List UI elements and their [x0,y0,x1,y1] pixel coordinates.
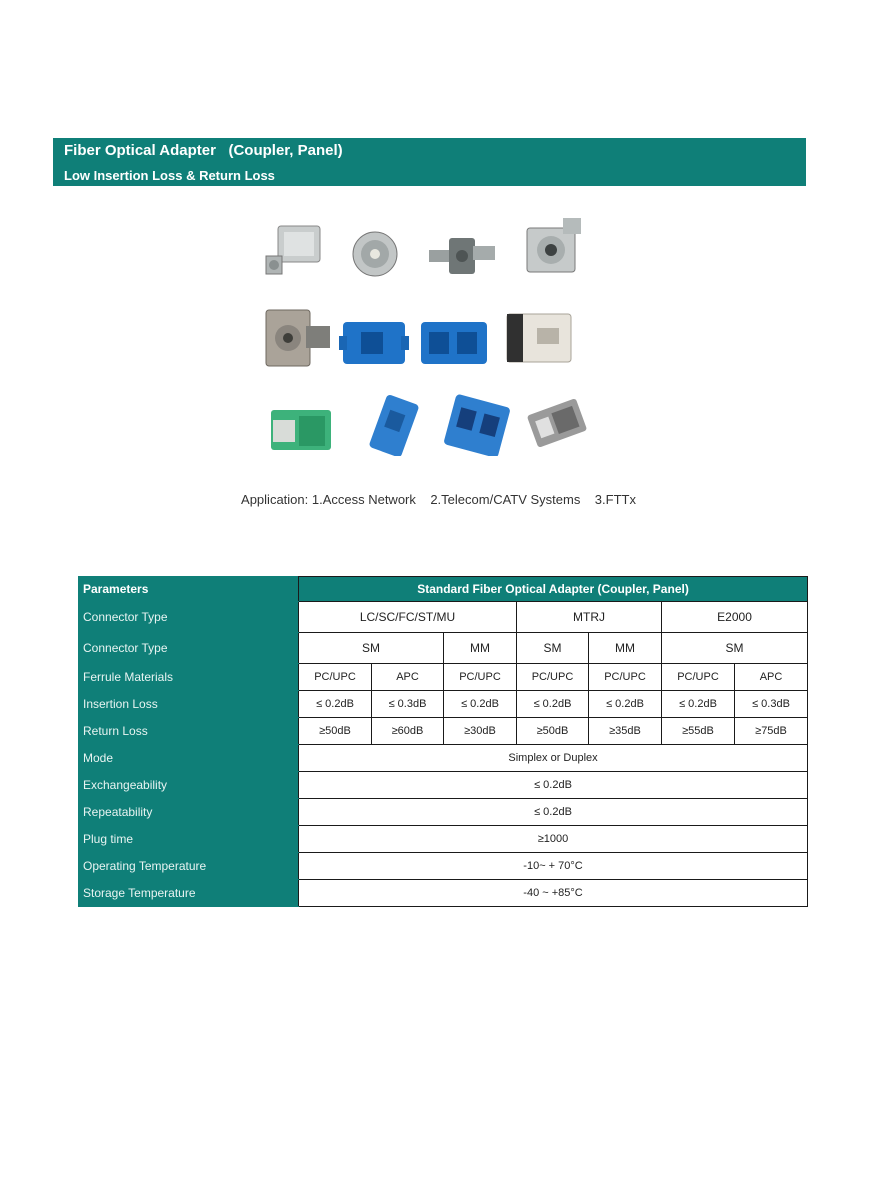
row-label: Connector Type [79,602,299,633]
table-cell: APC [372,664,444,691]
table-cell: PC/UPC [444,664,517,691]
page-subtitle: Low Insertion Loss & Return Loss [64,168,275,183]
table-row [79,772,808,799]
table-cell: ≥50dB [299,718,372,745]
sc-duplex-adapter-image [417,310,491,374]
table-cell: ≥60dB [372,718,444,745]
row-label: Repeatability [79,799,299,826]
row-label: Exchangeability [79,772,299,799]
row-label: Operating Temperature [79,853,299,880]
table-header-row [79,577,808,602]
header-parameters: Parameters [79,577,299,602]
page-title: Fiber Optical Adapter (Coupler, Panel) [64,142,343,159]
table-row [79,880,808,907]
table-cell: ≤ 0.2dB [589,691,662,718]
e2000-adapter-image [521,390,595,454]
table-cell: MM [444,633,517,664]
title-banner [53,138,806,186]
row-label: Storage Temperature [79,880,299,907]
table-cell: ≤ 0.2dB [444,691,517,718]
table-row [79,664,808,691]
product-gallery [255,210,605,465]
table-cell: SM [299,633,444,664]
table-cell: ≤ 0.2dB [299,772,808,799]
table-cell: PC/UPC [662,664,735,691]
row-label: Plug time [79,826,299,853]
st-adapter-image [425,220,499,284]
row-label: Ferrule Materials [79,664,299,691]
fc-round-adapter-image [343,220,417,284]
table-cell: ≥75dB [735,718,808,745]
table-cell: SM [662,633,808,664]
row-label: Return Loss [79,718,299,745]
table-cell: ≥30dB [444,718,517,745]
table-cell: -40 ~ +85°C [299,880,808,907]
table-cell: ≥55dB [662,718,735,745]
table-cell: ≥50dB [517,718,589,745]
table-cell: Simplex or Duplex [299,745,808,772]
table-row [79,633,808,664]
table-cell: ≤ 0.2dB [662,691,735,718]
table-cell: ≤ 0.2dB [299,691,372,718]
sc-apc-adapter-image [265,396,339,460]
table-cell: MM [589,633,662,664]
table-row [79,691,808,718]
application-text: Application: 1.Access Network 2.Telecom/CATV Systems 3.FTTx [241,492,636,507]
table-row [79,745,808,772]
header-title: Standard Fiber Optical Adapter (Coupler, Panel) [299,577,808,602]
row-label: Insertion Loss [79,691,299,718]
table-cell: ≤ 0.3dB [372,691,444,718]
row-label: Mode [79,745,299,772]
table-cell: ≤ 0.3dB [735,691,808,718]
table-cell: LC/SC/FC/ST/MU [299,602,517,633]
fc-flange-adapter-image [260,306,334,370]
table-cell: ≥35dB [589,718,662,745]
table-cell: SM [517,633,589,664]
table-cell: PC/UPC [589,664,662,691]
table-row [79,799,808,826]
table-cell: PC/UPC [299,664,372,691]
fc-square-adapter-image [260,220,334,284]
table-cell: ≤ 0.2dB [517,691,589,718]
row-label: Connector Type [79,633,299,664]
table-row [79,602,808,633]
table-cell: ≥1000 [299,826,808,853]
mtrj-adapter-image [503,306,577,370]
table-row [79,718,808,745]
table-cell: APC [735,664,808,691]
table-cell: MTRJ [517,602,662,633]
table-row [79,853,808,880]
lc-duplex-adapter-image [441,392,515,456]
table-cell: ≤ 0.2dB [299,799,808,826]
table-cell: PC/UPC [517,664,589,691]
lc-simplex-adapter-image [359,392,433,456]
table-row [79,826,808,853]
fc-st-square-adapter-image [517,214,591,278]
table-cell: E2000 [662,602,808,633]
sc-simplex-adapter-image [337,310,411,374]
table-cell: -10~ + 70°C [299,853,808,880]
spec-table [78,576,808,907]
